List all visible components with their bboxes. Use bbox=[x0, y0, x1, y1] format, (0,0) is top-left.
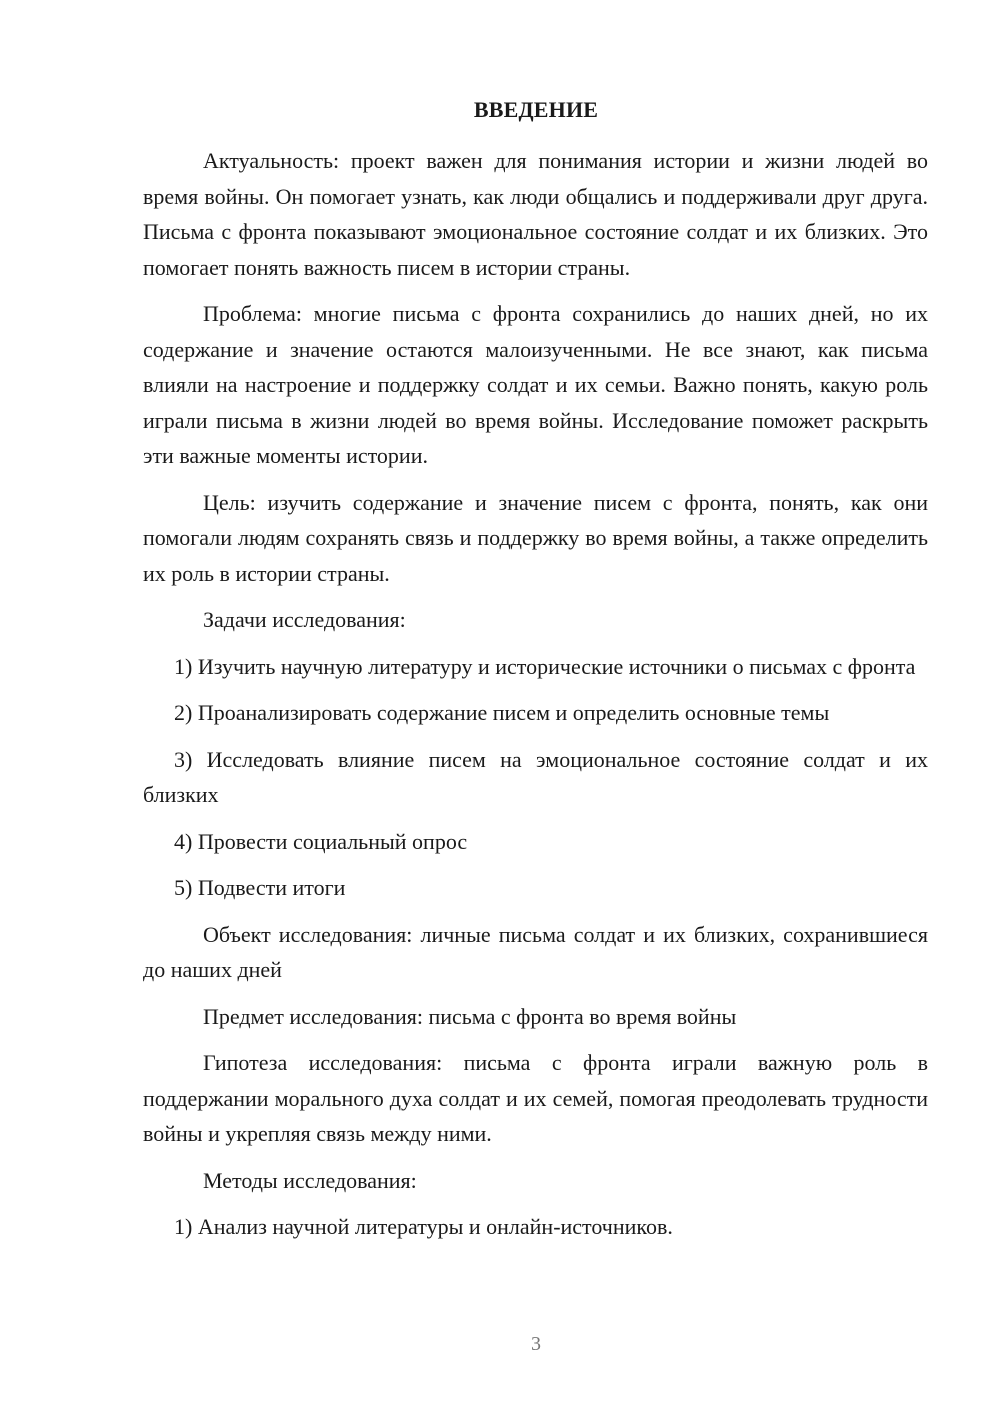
method-item: 1) Анализ научной литературы и онлайн-источников. bbox=[174, 1214, 673, 1239]
task-item: 1) Изучить научную литературу и исторические источники о письмах с фронта bbox=[174, 653, 916, 679]
body-text bbox=[143, 143, 928, 1256]
hypothesis-paragraph: Гипотеза исследования: письма с фронта играли важную роль в поддержании морального духа солдат и их семей, помогая преодолевать трудности войны и укрепляя связь между ними. bbox=[143, 1050, 928, 1146]
task-item: 4) Провести социальный опрос bbox=[174, 828, 468, 854]
actuality-paragraph: Актуальность: проект важен для понимания истории и жизни людей во время войны. Он помогает узнать, как люди общались и поддерживали друг друга. Письма с фронта показывают эмоциональное состояние солдат и их близких. Это помогает понять важность писем в истории страны. bbox=[143, 148, 928, 280]
tasks-title: Задачи исследования: bbox=[203, 607, 406, 632]
page-title: ВВЕДЕНИЕ bbox=[473, 97, 599, 122]
task-item: 3) Исследовать влияние писем на эмоциональное состояние солдат и их близких bbox=[143, 746, 928, 807]
methods-title: Методы исследования: bbox=[203, 1167, 417, 1193]
object-paragraph: Объект исследования: личные письма солдат и их близких, сохранившиеся до наших дней bbox=[143, 921, 928, 982]
problem-paragraph: Проблема: многие письма с фронта сохранились до наших дней, но их содержание и значение остаются малоизученными. Не все знают, как письма влияли на настроение и поддержку солдат и их семьи. Важно понять, какую роль играли письма в жизни людей во время войны. Исследование поможет раскрыть эти важные моменты истории. bbox=[143, 301, 928, 468]
goal-paragraph: Цель: изучить содержание и значение писем с фронта, понять, как они помогали людям сохранять связь и поддержку во время войны, а также определить их роль в истории страны. bbox=[143, 489, 928, 586]
page-number: 3 bbox=[531, 1333, 541, 1355]
task-item: 5) Подвести итоги bbox=[174, 875, 346, 900]
task-item: 2) Проанализировать содержание писем и определить основные темы bbox=[174, 700, 830, 725]
subject-paragraph: Предмет исследования: письма с фронта во время войны bbox=[203, 1003, 737, 1029]
